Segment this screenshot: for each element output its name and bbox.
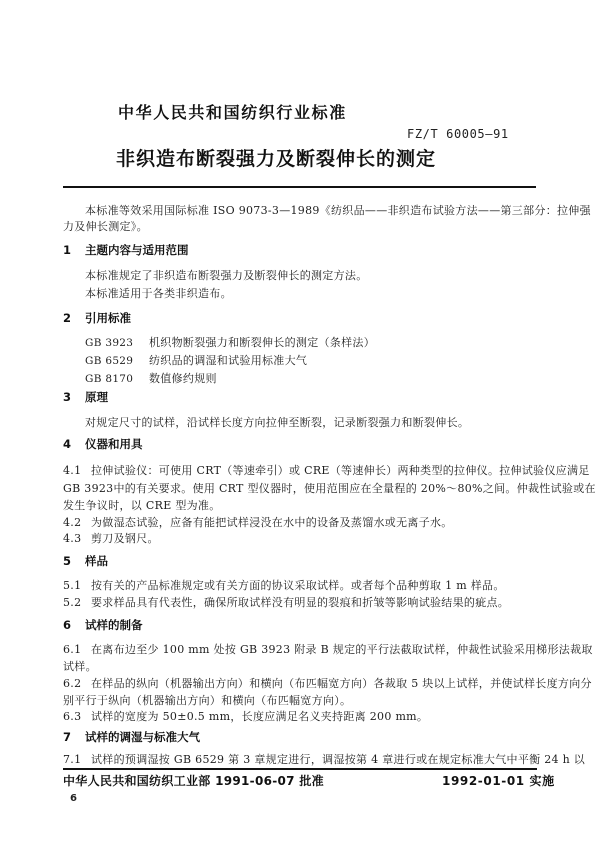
section-5-heading (63, 553, 108, 569)
clause-text: 要求样品具有代表性，确保所取试样没有明显的裂痕和折皱等影响试验结果的疵点。 (91, 596, 510, 609)
issuing-organization: 中华人民共和国纺织行业标准 (118, 103, 347, 122)
clause-number: 5.2 (63, 596, 82, 609)
document-title: 非织造布断裂强力及断裂伸长的测定 (116, 148, 437, 170)
approval-statement: 中华人民共和国纺织工业部 1991-06-07 批准 (63, 774, 324, 788)
section-title: 样品 (85, 554, 108, 568)
clause-text: 试样的宽度为 50±0.5 mm，长度应满足名义夹持距离 200 mm。 (91, 710, 429, 723)
clause-5-2 (63, 594, 509, 610)
reference-code: GB 8170 (85, 373, 134, 385)
section-1-heading (63, 242, 189, 258)
reference-item (85, 352, 307, 368)
section-4-heading (63, 436, 143, 452)
clause-number: 6.2 (63, 677, 82, 690)
clause-text: 为做湿态试验，应备有能把试样浸没在水中的设备及蒸馏水或无离子水。 (91, 516, 453, 529)
clause-6-2-line-2: 别平行于纵向（机器输出方向）和横向（布匹幅宽方向）。 (63, 694, 352, 707)
section-number: 5 (63, 554, 72, 568)
clause-6-1-line-1 (63, 641, 593, 657)
clause-6-2-line-1 (63, 675, 592, 691)
section-number: 6 (63, 618, 72, 632)
section-title: 引用标准 (85, 311, 131, 325)
clause-6-1-line-2: 试样。 (63, 660, 97, 673)
clause-number: 6.3 (63, 710, 82, 723)
section-title: 仪器和用具 (85, 437, 143, 451)
section-number: 3 (63, 390, 72, 404)
clause-text: 拉伸试验仪：可使用 CRT（等速牵引）或 CRE（等速伸长）两种类型的拉伸仪。拉伸试验仪应满足 (91, 464, 590, 477)
reference-title: 纺织品的调湿和试验用标准大气 (149, 354, 308, 367)
clause-number: 4.2 (63, 516, 82, 529)
section-1-line-1: 本标准规定了非织造布断裂强力及断裂伸长的测定方法。 (85, 269, 368, 282)
section-6-heading (63, 617, 143, 633)
clause-4-1-line-3: 发生争议时，以 CRE 型为准。 (63, 499, 221, 512)
clause-text: 在样品的纵向（机器输出方向）和横向（布匹幅宽方向）各裁取 5 块以上试样，并使试样长度方向分 (91, 677, 592, 690)
header-divider (63, 186, 536, 188)
clause-4-1-line-2: GB 3923中的有关要求。使用 CRT 型仪器时，使用范围应在全量程的 20%～80%之间。仲裁性试验或在 (63, 482, 596, 495)
implementation-date: 1992-01-01 实施 (442, 774, 555, 788)
footer-divider (63, 768, 537, 770)
clause-text: 在离布边至少 100 mm 处按 GB 3923 附录 B 规定的平行法截取试样，仲裁性试验采用梯形法裁取 (91, 643, 593, 656)
section-title: 试样的制备 (85, 618, 143, 632)
section-number: 2 (63, 311, 72, 325)
clause-6-3 (63, 708, 428, 724)
clause-7-1-line-1 (63, 751, 585, 767)
reference-item (85, 370, 217, 386)
reference-code: GB 6529 (85, 355, 134, 367)
clause-4-3 (63, 530, 159, 546)
clause-4-1-line-1 (63, 462, 590, 478)
clause-number: 6.1 (63, 643, 82, 656)
intro-line-1: 本标准等效采用国际标准 ISO 9073-3—1989《纺织品——非织造布试验方法——第三部分：拉伸强 (85, 204, 591, 217)
clause-4-2 (63, 514, 453, 530)
section-1-line-2: 本标准适用于各类非织造布。 (85, 287, 232, 300)
reference-title: 数值修约规则 (149, 372, 217, 385)
section-2-heading (63, 310, 131, 326)
standard-code: FZ/T 60005—91 (407, 127, 509, 141)
reference-code: GB 3923 (85, 337, 134, 349)
clause-number: 7.1 (63, 753, 82, 766)
section-number: 7 (63, 730, 72, 744)
section-3-line-1: 对规定尺寸的试样，沿试样长度方向拉伸至断裂，记录断裂强力和断裂伸长。 (85, 416, 470, 429)
clause-number: 5.1 (63, 579, 82, 592)
page-number: 6 (70, 793, 77, 804)
reference-title: 机织物断裂强力和断裂伸长的测定（条样法） (149, 336, 375, 349)
intro-line-2: 力及伸长测定》。 (63, 220, 148, 233)
clause-number: 4.1 (63, 464, 82, 477)
clause-text: 按有关的产品标准规定或有关方面的协议采取试样。或者每个品种剪取 1 m 样品。 (91, 579, 505, 592)
reference-item (85, 334, 375, 350)
clause-text: 试样的预调湿按 GB 6529 第 3 章规定进行，调湿按第 4 章进行或在规定标准大气中平衡 24 h 以 (91, 753, 586, 766)
section-title: 主题内容与适用范围 (85, 243, 189, 257)
clause-5-1 (63, 577, 505, 593)
section-7-heading (63, 729, 200, 745)
section-3-heading (63, 389, 108, 405)
section-number: 1 (63, 243, 72, 257)
section-number: 4 (63, 437, 72, 451)
section-title: 原理 (85, 390, 108, 404)
clause-text: 剪刀及钢尺。 (91, 532, 159, 545)
section-title: 试样的调湿与标准大气 (85, 730, 200, 744)
clause-number: 4.3 (63, 532, 82, 545)
